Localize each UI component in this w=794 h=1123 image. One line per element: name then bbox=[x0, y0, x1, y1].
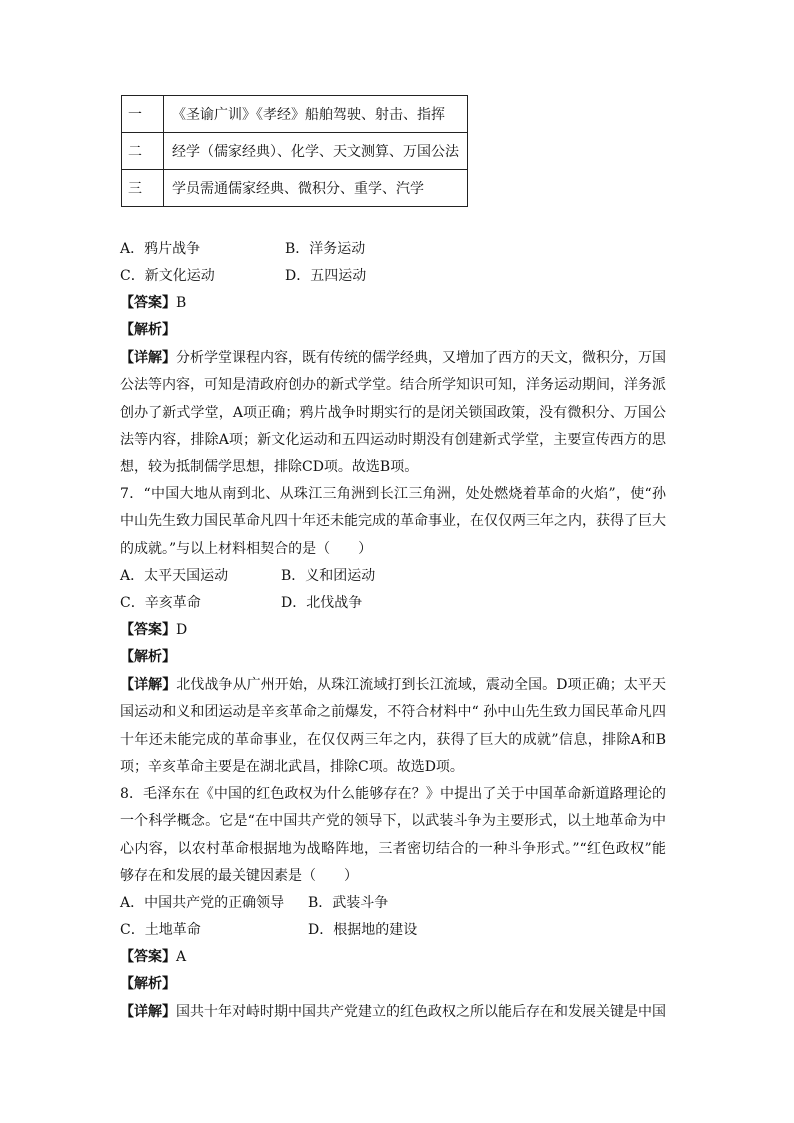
q7-option-a: A．太平天国运动 bbox=[120, 568, 229, 584]
table-row bbox=[122, 96, 468, 133]
detail-label: 【详解】 bbox=[120, 350, 176, 366]
stage-cell: 二 bbox=[122, 133, 164, 170]
q8-options-row-2 bbox=[120, 920, 417, 940]
answer-value: D bbox=[176, 622, 188, 638]
table-row bbox=[122, 133, 468, 170]
q8-option-c: C．土地革命 bbox=[120, 922, 201, 938]
answer-label: 【答案】 bbox=[120, 949, 176, 965]
q8-analysis-label: 【解析】 bbox=[120, 976, 176, 992]
q6-answer bbox=[120, 293, 186, 313]
course-table bbox=[121, 95, 468, 207]
q8-stem: 8．毛泽东在《中国的红色政权为什么能够存在？》中提出了关于中国革命新道路理论的一个科学概念。它是“在中国共产党的领导下，以武装斗争为主要形式，以土地革命为中心内容，以农村革命根据地为战略阵地，三者密切结合的一种斗争形式。”“红色政权”能够存在和发展的最关键因素是（ ） bbox=[120, 786, 666, 884]
q7-options-row-1 bbox=[120, 566, 375, 586]
stage-cell: 一 bbox=[122, 96, 164, 133]
content-cell: 学员需通儒家经典、微积分、重学、汽学 bbox=[164, 170, 468, 207]
q6-detail bbox=[120, 345, 666, 481]
q8-option-a: A．中国共产党的正确领导 bbox=[120, 895, 285, 911]
q6-analysis-label: 【解析】 bbox=[120, 322, 176, 338]
q7-detail bbox=[120, 672, 666, 781]
detail-text: 分析学堂课程内容，既有传统的儒学经典，又增加了西方的天文，微积分，万国公法等内容，可知是清政府创办的新式学堂。结合所学知识可知，洋务运动期间，洋务派创办了新式学堂，A项正确；鸦片战争时期实行的是闭关锁国政策，没有微积分、万国公法等内容，排除A项；新文化运动和五四运动时期没有创建新式学堂，主要宣传西方的思想，较为抵制儒学思想，排除CD项。故选B项。 bbox=[120, 350, 666, 476]
answer-label: 【答案】 bbox=[120, 295, 176, 311]
q7-option-b: B．义和团运动 bbox=[281, 568, 376, 584]
answer-label: 【答案】 bbox=[120, 622, 176, 638]
detail-label: 【详解】 bbox=[120, 677, 177, 693]
answer-value: B bbox=[176, 295, 187, 311]
q8-options-row-1 bbox=[120, 893, 388, 913]
content-cell: 《圣谕广训》《孝经》船舶驾驶、射击、指挥 bbox=[164, 96, 468, 133]
detail-text: 国共十年对峙时期中国共产党建立的红色政权之所以能后存在和发展关键是中国 bbox=[176, 1004, 666, 1020]
q7-options-row-2 bbox=[120, 593, 362, 613]
q8-answer bbox=[120, 947, 186, 967]
q6-options-row-2 bbox=[120, 266, 366, 286]
q6-option-c: C．新文化运动 bbox=[120, 268, 215, 284]
q7-option-d: D．北伐战争 bbox=[281, 595, 363, 611]
table-row bbox=[122, 170, 468, 207]
q7-analysis-label: 【解析】 bbox=[120, 649, 176, 665]
q7-answer bbox=[120, 620, 187, 640]
q6-option-b: B．洋务运动 bbox=[285, 241, 366, 257]
q7-stem: 7．“中国大地从南到北、从珠江三角洲到长江三角洲，处处燃烧着革命的火焰”，使“孙中山先生致力国民革命凡四十年还未能完成的革命事业，在仅仅两三年之内，获得了巨大的成就。”与以上材料相契合的是（ ） bbox=[120, 486, 666, 557]
q6-option-a: A．鸦片战争 bbox=[120, 241, 201, 257]
q7-option-c: C．辛亥革命 bbox=[120, 595, 201, 611]
detail-label: 【详解】 bbox=[120, 1004, 176, 1020]
q8-option-b: B．武装斗争 bbox=[308, 895, 389, 911]
content-cell: 经学（儒家经典）、化学、天文测算、万国公法 bbox=[164, 133, 468, 170]
stage-cell: 三 bbox=[122, 170, 164, 207]
q8-option-d: D．根据地的建设 bbox=[308, 922, 418, 938]
q6-option-d: D．五四运动 bbox=[285, 268, 367, 284]
detail-text: 北伐战争从广州开始，从珠江流域打到长江流域，震动全国。D项正确；太平天国运动和义和团运动是辛亥革命之前爆发，不符合材料中“ 孙中山先生致力国民革命凡四十年还未能完成的革命事业，在仅仅两三年之内，获得了巨大的成就”信息，排除A和B项；辛亥革命主要是在湖北武昌，排除C项。故选D项。 bbox=[120, 677, 666, 775]
q8-detail bbox=[120, 999, 666, 1026]
q6-options-row-1 bbox=[120, 239, 365, 259]
answer-value: A bbox=[176, 949, 187, 965]
